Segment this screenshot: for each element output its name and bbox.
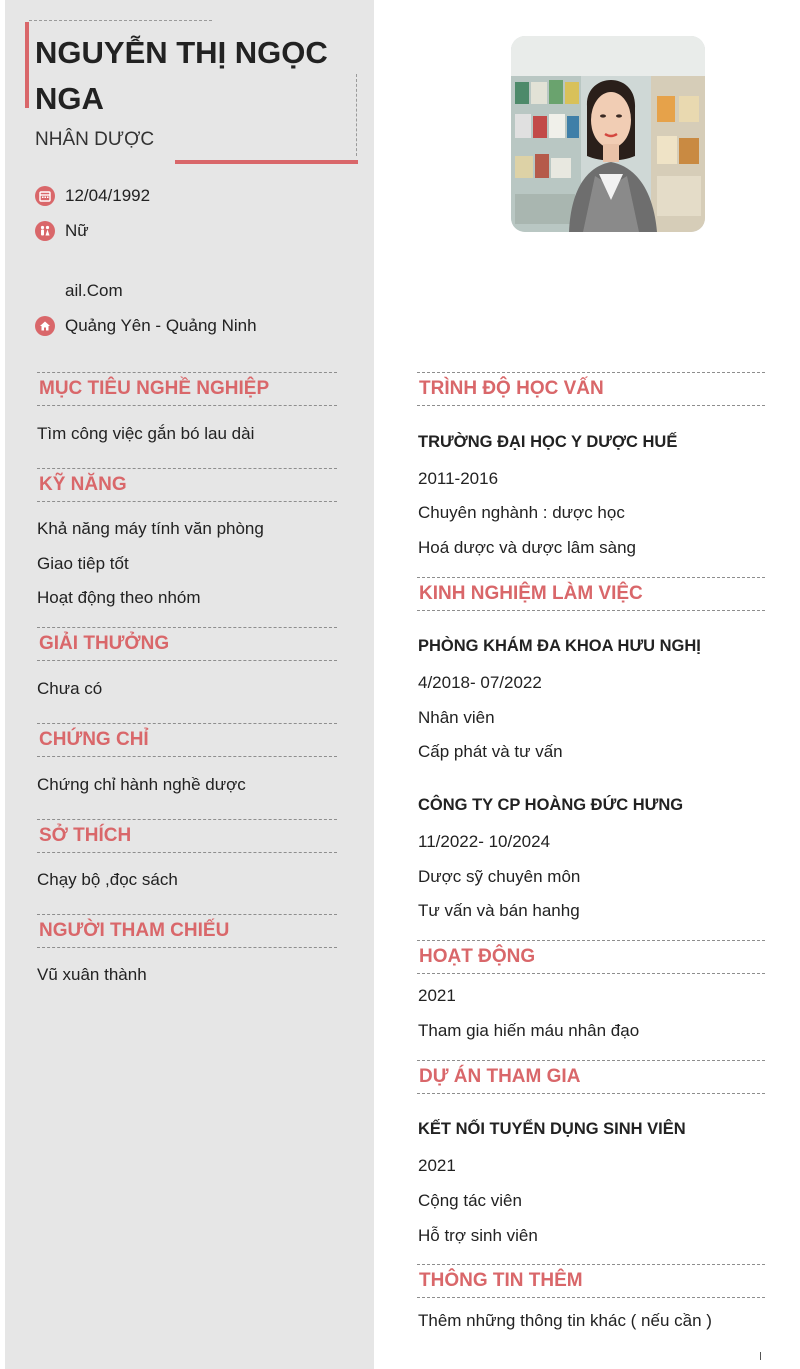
activity-description: Tham gia hiến máu nhân đạo [418, 1021, 640, 1040]
email-value: ail.Com [65, 281, 123, 300]
certificates-text: Chứng chỉ hành nghề dược [37, 775, 246, 794]
gender-row [35, 219, 89, 243]
awards-text: Chưa có [37, 679, 103, 698]
address-value: Quảng Yên - Quảng Ninh [65, 316, 257, 335]
skill-item: Hoạt động theo nhóm [37, 588, 201, 607]
page-mark [760, 1352, 761, 1360]
job-description: Tư vấn và bán hanhg [418, 901, 580, 920]
project-year: 2021 [418, 1156, 456, 1175]
job-period: 11/2022- 10/2024 [418, 832, 551, 851]
references-heading: NGƯỜI THAM CHIẾU [37, 914, 337, 948]
awards-heading: GIẢI THƯỞNG [37, 627, 337, 661]
job-position: Dược sỹ chuyên môn [418, 867, 581, 886]
gender-value: Nữ [65, 221, 89, 240]
activities-heading: HOẠT ĐỘNG [417, 940, 765, 974]
education-heading: TRÌNH ĐỘ HỌC VẤN [417, 372, 765, 406]
extra-heading: THÔNG TIN THÊM [417, 1264, 765, 1298]
education-period: 2011-2016 [418, 469, 499, 488]
project-role: Cộng tác viên [418, 1191, 522, 1210]
name-underline [175, 160, 358, 164]
name-right-divider [356, 74, 357, 156]
objective-text: Tìm công việc gắn bó lau dài [37, 424, 255, 443]
skills-heading: KỸ NĂNG [37, 468, 337, 502]
job-company: PHÒNG KHÁM ĐA KHOA HƯU NGHỊ [418, 637, 701, 655]
hobbies-heading: SỞ THÍCH [37, 819, 337, 853]
education-major: Chuyên nghành : dược học [418, 503, 625, 522]
name-accent-bar [25, 22, 29, 108]
projects-heading: DỰ ÁN THAM GIA [417, 1060, 765, 1094]
school-name: TRƯỜNG ĐẠI HỌC Y DƯỢC HUẾ [418, 433, 678, 451]
calendar-icon [35, 186, 55, 206]
education-detail: Hoá dược và dược lâm sàng [418, 538, 636, 557]
project-name: KẾT NỐI TUYỂN DỤNG SINH VIÊN [418, 1120, 686, 1138]
candidate-name: NGUYỄN THỊ NGỌC NGA [35, 35, 328, 116]
dob-value: 12/04/1992 [65, 186, 151, 205]
job-description: Cấp phát và tư vấn [418, 742, 563, 761]
references-text: Vũ xuân thành [37, 965, 147, 984]
hobbies-text: Chạy bộ ,đọc sách [37, 870, 178, 889]
address-row [35, 314, 257, 338]
email-row [35, 279, 123, 303]
home-icon [35, 316, 55, 336]
name-top-divider [29, 20, 212, 21]
extra-text: Thêm những thông tin khác ( nếu cần ) [418, 1311, 712, 1330]
job-position: Nhân viên [418, 708, 495, 727]
experience-heading: KINH NGHIỆM LÀM VIỆC [417, 577, 765, 611]
job-company: CÔNG TY CP HOÀNG ĐỨC HƯNG [418, 796, 684, 814]
job-title: NHÂN DƯỢC [35, 129, 155, 150]
certificates-heading: CHỨNG CHỈ [37, 723, 337, 757]
dob-row [35, 184, 150, 208]
objective-heading: MỤC TIÊU NGHỀ NGHIỆP [37, 372, 337, 406]
profile-photo [511, 36, 705, 232]
gender-icon [35, 221, 55, 241]
job-period: 4/2018- 07/2022 [418, 673, 542, 692]
skill-item: Giao tiêp tốt [37, 554, 129, 573]
activity-year: 2021 [418, 986, 456, 1005]
skill-item: Khả năng máy tính văn phòng [37, 519, 264, 538]
project-description: Hỗ trợ sinh viên [418, 1226, 538, 1245]
